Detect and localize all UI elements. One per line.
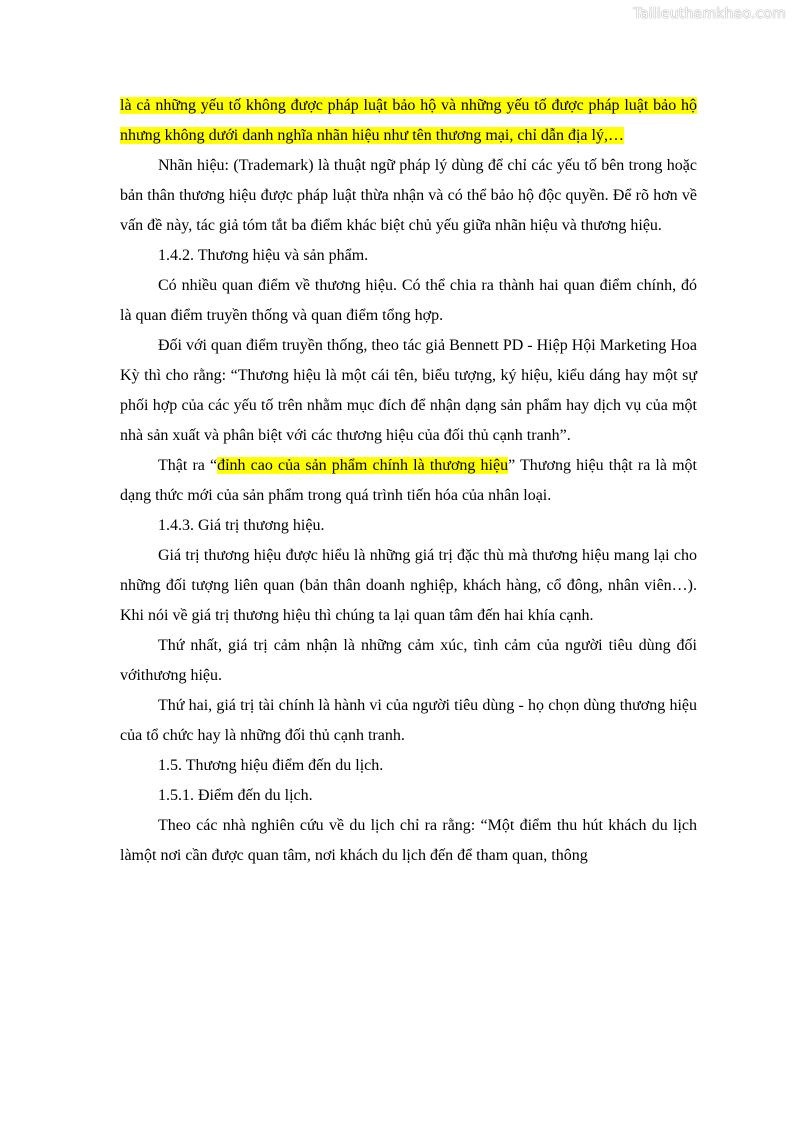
paragraph: Thứ nhất, giá trị cảm nhận là những cảm xúc, tình cảm của người tiêu dùng đối vớithương hiệu. — [120, 637, 697, 684]
paragraph: Nhãn hiệu: (Trademark) là thuật ngữ pháp lý dùng để chỉ các yếu tố bên trong hoặc bản thân thương hiệu được pháp luật thừa nhận và có thể bảo hộ độc quyền. Để rõ hơn về vấn đề này, tác giả tóm tắt ba điểm khác biệt chủ yếu giữa nhãn hiệu và thương hiệu. — [120, 157, 697, 234]
paragraph: Thứ hai, giá trị tài chính là hành vi của người tiêu dùng - họ chọn dùng thương hiệu của tổ chức hay là những đối thủ cạnh tranh. — [120, 697, 697, 744]
highlighted-text: là cả những yếu tố không được pháp luật bảo hộ và những yếu tố được pháp luật bảo hộ nhưng không dưới danh nghĩa nhãn hiệu như tên thương mại, chỉ dẫn địa lý,… — [120, 97, 697, 144]
section-heading: 1.5.1. Điểm đến du lịch. — [158, 787, 313, 804]
paragraph: Có nhiều quan điểm về thương hiệu. Có thể chia ra thành hai quan điểm chính, đó là quan điểm truyền thống và quan điểm tổng hợp. — [120, 277, 697, 324]
paragraph: Theo các nhà nghiên cứu về du lịch chỉ ra rằng: “Một điểm thu hút khách du lịch làmột nơi cần được quan tâm, nơi khách du lịch đến để tham quan, thông — [120, 817, 697, 864]
section-heading: 1.4.2. Thương hiệu và sản phẩm. — [158, 247, 369, 264]
paragraph — [120, 451, 697, 511]
document-body — [120, 91, 697, 871]
section-heading: 1.4.3. Giá trị thương hiệu. — [158, 517, 325, 534]
text-span: ” Thương hiệu thật ra là một dạng thức mới của sản phẩm trong quá trình tiến hóa của nhân loại. — [120, 457, 697, 504]
section-heading: 1.5. Thương hiệu điểm đến du lịch. — [158, 757, 384, 774]
watermark: Tailieuthamkhao.com — [633, 6, 786, 22]
paragraph — [120, 91, 697, 151]
highlighted-text: đỉnh cao của sản phẩm chính là thương hiệu — [217, 457, 509, 474]
paragraph: Giá trị thương hiệu được hiểu là những giá trị đặc thù mà thương hiệu mang lại cho những đối tượng liên quan (bản thân doanh nghiệp, khách hàng, cổ đông, nhân viên…). Khi nói về giá trị thương hiệu thì chúng ta lại quan tâm đến hai khía cạnh. — [120, 547, 697, 624]
text-span: Thật ra “ — [158, 457, 218, 474]
paragraph: Đối với quan điểm truyền thống, theo tác giả Bennett PD - Hiệp Hội Marketing Hoa Kỳ thì cho rằng: “Thương hiệu là một cái tên, biểu tượng, ký hiệu, kiểu dáng hay một sự phối hợp của các yếu tố trên nhằm mục đích để nhận dạng sản phẩm hay dịch vụ của một nhà sản xuất và phân biệt với các thương hiệu của đối thủ cạnh tranh”. — [120, 337, 698, 444]
